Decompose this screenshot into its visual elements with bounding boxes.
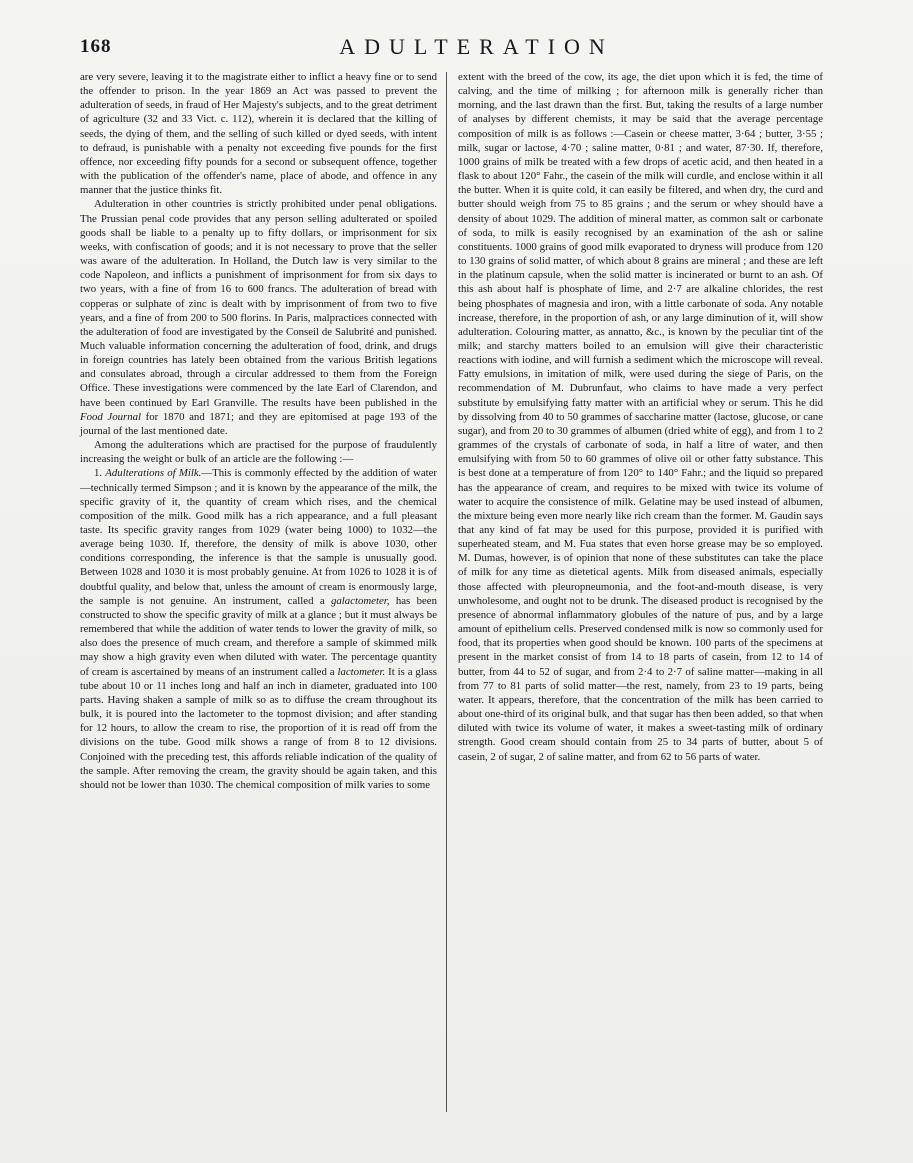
page-number: 168 [80, 36, 112, 57]
list-item [80, 466, 437, 792]
right-column [458, 70, 823, 764]
paragraph: extent with the breed of the cow, its age, the diet upon which it is fed, the time of calving, and the time of milking ; for afternoon milk is generally richer than morning, and the last drawn than the first. But, taking the results of a large number of analyses by different chemists, it may be said that the average percentage composition of milk is as follows :—Casein or cheese matter, 3·64 ; butter, 3·55 ; milk, sugar or lactose, 4·70 ; saline matter, 0·81 ; and water, 87·30. If, therefore, 1000 grains of milk be treated with a few drops of acetic acid, and then heated in a flask to about 120° Fahr., the casein of the milk will curdle, and enclose within it all the butter. When it is quite cold, it can easily be filtered, and when dry, the curd and butter should weigh from 75 to 85 grains ; and the serum or whey should have a density of about 1029. The addition of mineral matter, as common salt or carbonate of soda, to milk is easily recognised by an examination of the ash or saline constituents. 1000 grains of good milk evaporated to dryness will produce from 120 to 130 grains of solid matter, of which about 8 grains are mineral ; and these are left in the platinum capsule, when the solid matter is incinerated or burnt to an ash. Of this ash about half is phosphate of lime, and 2·7 are alkaline chlorides, the rest being phosphates of magnesia and iron, with a little carbonate of soda. Any notable increase, therefore, in the proportion of ash, or any large diminution of it, will show adulteration. Colouring matter, as annatto, &c., is known by the peculiar tint of the milk; and starchy matters boiled to an emulsion will give their characteristic reactions with iodine, and will furnish a sediment which the microscope will reveal. Fatty emulsions, in imitation of milk, were used during the siege of Paris, on the recommendation of M. Dubrunfaut, who claims to have made a very perfect substitute by emulsifying fatty matter with an artificial whey or serum. This he did by dissolving from 40 to 50 grammes of saccharine matter (lactose, glucose, or cane sugar), and from 20 to 30 grammes of albumen (dried white of egg), and from 1 to 2 grammes of the crystals of carbonate of soda, in half a litre of water, and then emulsifying with from 50 to 60 grammes of olive oil or other fatty substance. This is best done at a temperature of from 120° to 140° Fahr.; and the liquid so prepared has the appearance of cream, and requires to be mixed with twice its volume of water to acquire the consistence of milk. Gelatine may be used instead of albumen, the mixture being even more nearly like rich cream than the former. M. Gaudin says that any kind of fat may be used for this purpose, provided it is purified with superheated steam, and M. Fua states that even horse grease may be so employed. M. Dumas, however, is of opinion that none of these substitutes can take the place of milk for any time as dietetical agents. Milk from diseased animals, especially those affected with pleuropneumonia, and the foot-and-mouth disease, is very unwholesome, and ought not to be drunk. The diseased product is recognised by the presence of abnormal inflammatory globules of the nature of pus, and by a large amount of epithelium cells. Preserved condensed milk is now so commonly used for food, that its properties when good should be known. 100 parts of the specimens at present in the market consist of from 14 to 18 parts of casein, from 12 to 14 of butter, from 44 to 52 of sugar, and from 2·4 to 2·7 of saline matter—making in all from 77 to 81 parts of solid matter—the rest, namely, from 23 to 19 parts, being water. It appears, therefore, that the concentration of the milk has been carried to about one-third of its original bulk, and that sugar has then been added, so that when diluted with twice its volume of water, it makes a sweet-tasting milk of ordinary strength. Good cream should contain from 25 to 34 parts of butter, about 5 of casein, 2 of sugar, 2 of saline matter, and from 62 to 56 parts of water. [458, 71, 823, 763]
paragraph-text: It is a glass tube about 10 or 11 inches long and half an inch in diameter, graduated into 100 parts. Having shaken a sample of milk so as to diffuse the cream throughout its bulk, it is poured into the lactometer to the topmost division; and after standing for 12 hours, to allow the cream to rise, the proportion of it is read off from the divisions on the tube. Good milk shows a range of from 8 to 12 divisions. Conjoined with the preceding test, this affords reliable indication of the quality of the sample. After removing the cream, the gravity should be again taken, and this should not be lower than 1030. The chemical composition of milk varies to some [80, 665, 438, 791]
paragraph: are very severe, leaving it to the magistrate either to inflict a heavy fine or to send the offender to prison. In the year 1869 an Act was passed to prevent the adulteration of seeds, in fraud of Her Majesty's subjects, and to the great detriment of agriculture (32 and 33 Vict. c. 112), wherein it is declared that the killing of seeds, the dying of them, and the selling of such killed or dyed seeds, with intent to defraud, is punishable with a penalty not exceeding five pounds for the first offence, nor exceeding fifty pounds for a second or subsequent offence, together with the publication of the offender's name, place of abode, and offence in any manner that the justice thinks fit. [80, 71, 437, 197]
term-lactometer: lactometer. [337, 665, 386, 678]
item-title: Adulterations of Milk. [105, 467, 202, 480]
term-galactometer: galactometer, [331, 594, 390, 607]
item-number: 1. [94, 467, 103, 480]
paragraph: Among the adulterations which are practised for the purpose of fraudulently increasing the weight or bulk of an article are the following :— [80, 439, 437, 466]
journal-name: Food Journal [80, 410, 142, 423]
paragraph-text: for 1870 and 1871; and they are epitomised at page 193 of the journal of the last mentioned date. [80, 410, 438, 437]
left-column [80, 70, 437, 792]
running-title: ADULTERATION [339, 34, 614, 59]
paragraph-text: Adulteration in other countries is strictly prohibited under penal obligations. The Prussian penal code provides that any person selling adulterated or spoiled goods shall be liable to a penalty up to fifty dollars, or imprisonment for six weeks, with confiscation of goods; and it is not necessary to prove that the seller was aware of the adulteration. In Holland, the Dutch law is very similar to the code Napoleon, and inflicts a punishment of imprisonment for from six days to two years, with a fine of from 16 to 600 francs. The adulteration of bread with copperas or sulphate of zinc is dealt with by imprisonment of from two to five years, and a fine of from 200 to 500 florins. In Paris, malpractices connected with the adulteration of food are investigated by the Conseil de Salubrité and punished. Much valuable information concerning the adulteration of food, drink, and drugs in foreign countries has lately been obtained from the various British legations and consulates abroad, through a circular addressed to them from the Foreign Office. These investigations were commenced by the late Earl of Clarendon, and have been continued by Earl Granville. The results have been published in the [80, 198, 437, 409]
paragraph-text: has been constructed to show the specific gravity of milk at a glance ; but it must always be remembered that while the addition of water tends to lower the gravity of milk, so also does the presence of much cream, and therefore a sample of skimmed milk may show a high gravity even when diluted with water. The percentage quantity of cream is ascertained by means of an instrument called a [80, 594, 437, 678]
paragraph-text: —This is commonly effected by the addition of water—technically termed Simpson ; and it is known by the appearance of the milk, the specific gravity of it, the quantity of cream which rises, and the chemical composition of the milk. Good milk has a rich appearance, and a full pleasant taste. Its specific gravity ranges from 1029 (water being 1000) to 1032—the average being 1030. If, therefore, the density of milk is above 1030, other conditions corresponding, the inference is that the sample is unusually good. Between 1028 and 1030 it is most probably genuine. At from 1026 to 1028 it is of doubtful quality, and below that, unless the amount of cream is enormously large, the sample is not genuine. An instrument, called a [80, 467, 437, 607]
page-header [80, 34, 873, 66]
paragraph [80, 197, 437, 438]
column-divider [446, 72, 447, 1112]
